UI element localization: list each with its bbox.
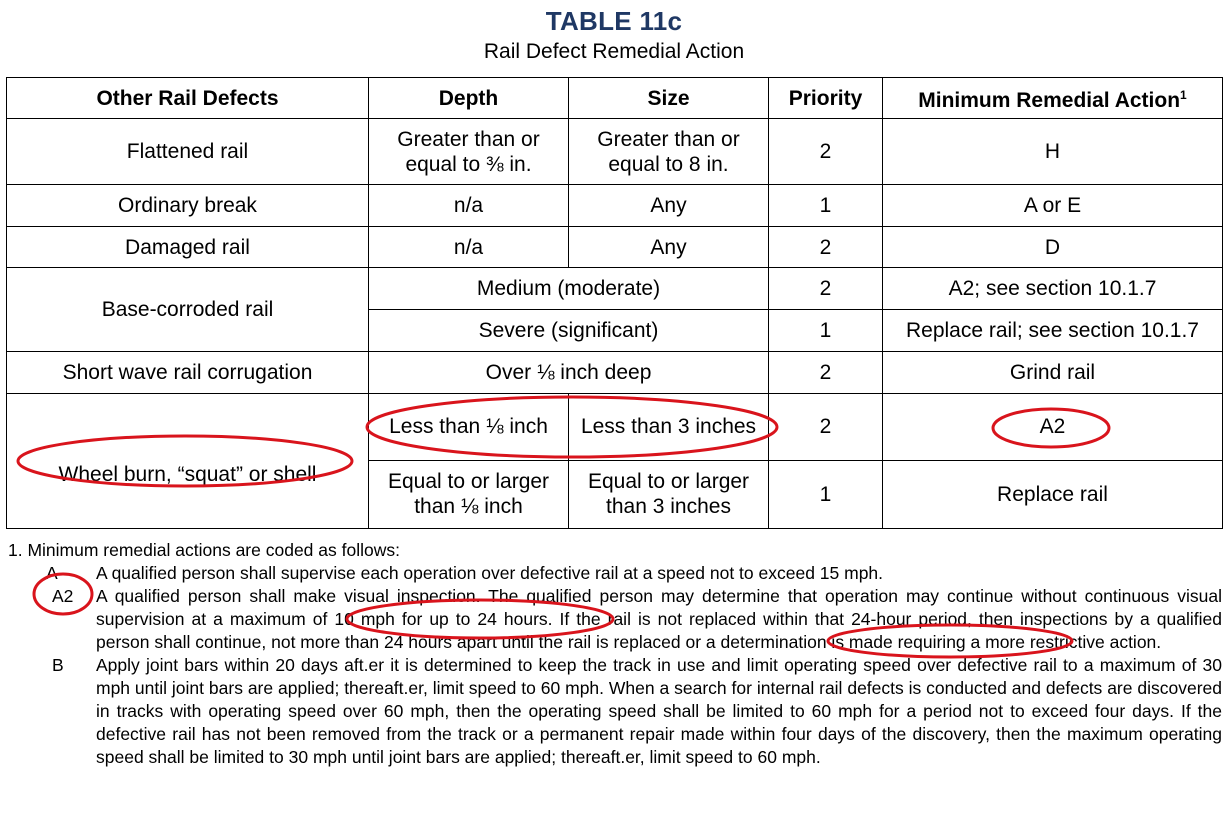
header-depth: Depth [369, 78, 569, 119]
table-header-row [7, 78, 1223, 119]
cell-priority: 2 [769, 119, 883, 185]
table-subtitle: Rail Defect Remedial Action [483, 40, 745, 63]
cell-action: Replace rail [883, 460, 1223, 528]
cell-action: A or E [883, 185, 1223, 227]
cell-defect: Ordinary break [7, 185, 369, 227]
cell-depth: n/a [369, 227, 569, 268]
cell-defect: Short wave rail corrugation [7, 351, 369, 393]
cell-depth-size: Medium (moderate) [369, 268, 769, 310]
cell-size: Equal to or larger than 3 inches [569, 460, 769, 528]
cell-priority: 1 [769, 310, 883, 351]
table-row [7, 227, 1223, 268]
cell-size: Any [569, 185, 769, 227]
cell-depth-size: Severe (significant) [369, 310, 769, 351]
header-action-footnote-ref: 1 [1180, 88, 1187, 102]
table-row [7, 185, 1223, 227]
footnote-item [8, 562, 1222, 585]
cell-depth: Greater than or equal to ⅜ in. [369, 119, 569, 185]
footnote-code: A2 [52, 586, 74, 606]
cell-defect: Damaged rail [7, 227, 369, 268]
cell-defect: Base-corroded rail [7, 268, 369, 351]
header-priority: Priority [769, 78, 883, 119]
cell-priority: 2 [769, 351, 883, 393]
table-row [7, 393, 1223, 460]
cell-priority: 2 [769, 227, 883, 268]
table-row [7, 119, 1223, 185]
footnote-text: A qualified person shall supervise each operation over defective rail at a speed not to exceed 15 mph. [96, 563, 884, 583]
header-defect: Other Rail Defects [7, 78, 369, 119]
footnotes [8, 539, 1222, 769]
cell-depth: Equal to or larger than ⅛ inch [369, 460, 569, 528]
cell-priority: 1 [769, 460, 883, 528]
cell-size: Less than 3 inches [569, 393, 769, 460]
header-size: Size [569, 78, 769, 119]
cell-priority: 2 [769, 393, 883, 460]
cell-action: D [883, 227, 1223, 268]
footnote-text: Apply joint bars within 20 days aft.er it is determined to keep the track in use and limit operating speed over defective rail to a maximum of 30 mph until joint bars are applied; thereaft.er, limit speed to 60 mph. When a search for internal rail defects is conducted and defects are discovered in tracks with operating speed over 60 mph, then the operating speed shall be limited to 60 mph for a period not to exceed four days. If the defective rail has not been removed from the track or a permanent repair made within four days of the discovery, then the maximum operating speed shall be limited to 30 mph until joint bars are applied; thereaft.er, limit speed to 60 mph. [96, 655, 1222, 767]
header-action-label: Minimum Remedial Action [918, 89, 1181, 112]
cell-priority: 1 [769, 185, 883, 227]
cell-action: Replace rail; see section 10.1.7 [883, 310, 1223, 351]
cell-depth-size: Over ⅛ inch deep [369, 351, 769, 393]
table-row [7, 268, 1223, 310]
cell-action: A2; see section 10.1.7 [883, 268, 1223, 310]
cell-depth: n/a [369, 185, 569, 227]
cell-size: Any [569, 227, 769, 268]
footnote-code: A [46, 563, 58, 583]
header-action [883, 78, 1223, 119]
footnote-text: A qualified person shall make visual inspection. The qualified person may determine that operation may continue without continuous visual supervision at a maximum of 10 mph for up to 24 hours. If the rail is not replaced within that 24-hour period, then inspections by a qualified person shall continue, not more than 24 hours apart until the rail is replaced or a determination is made requiring a more restrictive action. [96, 586, 1222, 652]
cell-action: A2 [883, 393, 1223, 460]
cell-action: H [883, 119, 1223, 185]
table-title: TABLE 11c [545, 6, 683, 36]
cell-action: Grind rail [883, 351, 1223, 393]
cell-size: Greater than or equal to 8 in. [569, 119, 769, 185]
footnote-code: B [52, 655, 64, 675]
cell-priority: 2 [769, 268, 883, 310]
cell-depth: Less than ⅛ inch [369, 393, 569, 460]
footnote-intro: 1. Minimum remedial actions are coded as follows: [8, 540, 400, 560]
footnote-item [8, 654, 1222, 769]
cell-defect: Flattened rail [7, 119, 369, 185]
cell-defect: Wheel burn, “squat” or shell [7, 393, 369, 528]
table-row [7, 351, 1223, 393]
rail-defect-table [6, 77, 1223, 529]
footnote-item [8, 585, 1222, 654]
